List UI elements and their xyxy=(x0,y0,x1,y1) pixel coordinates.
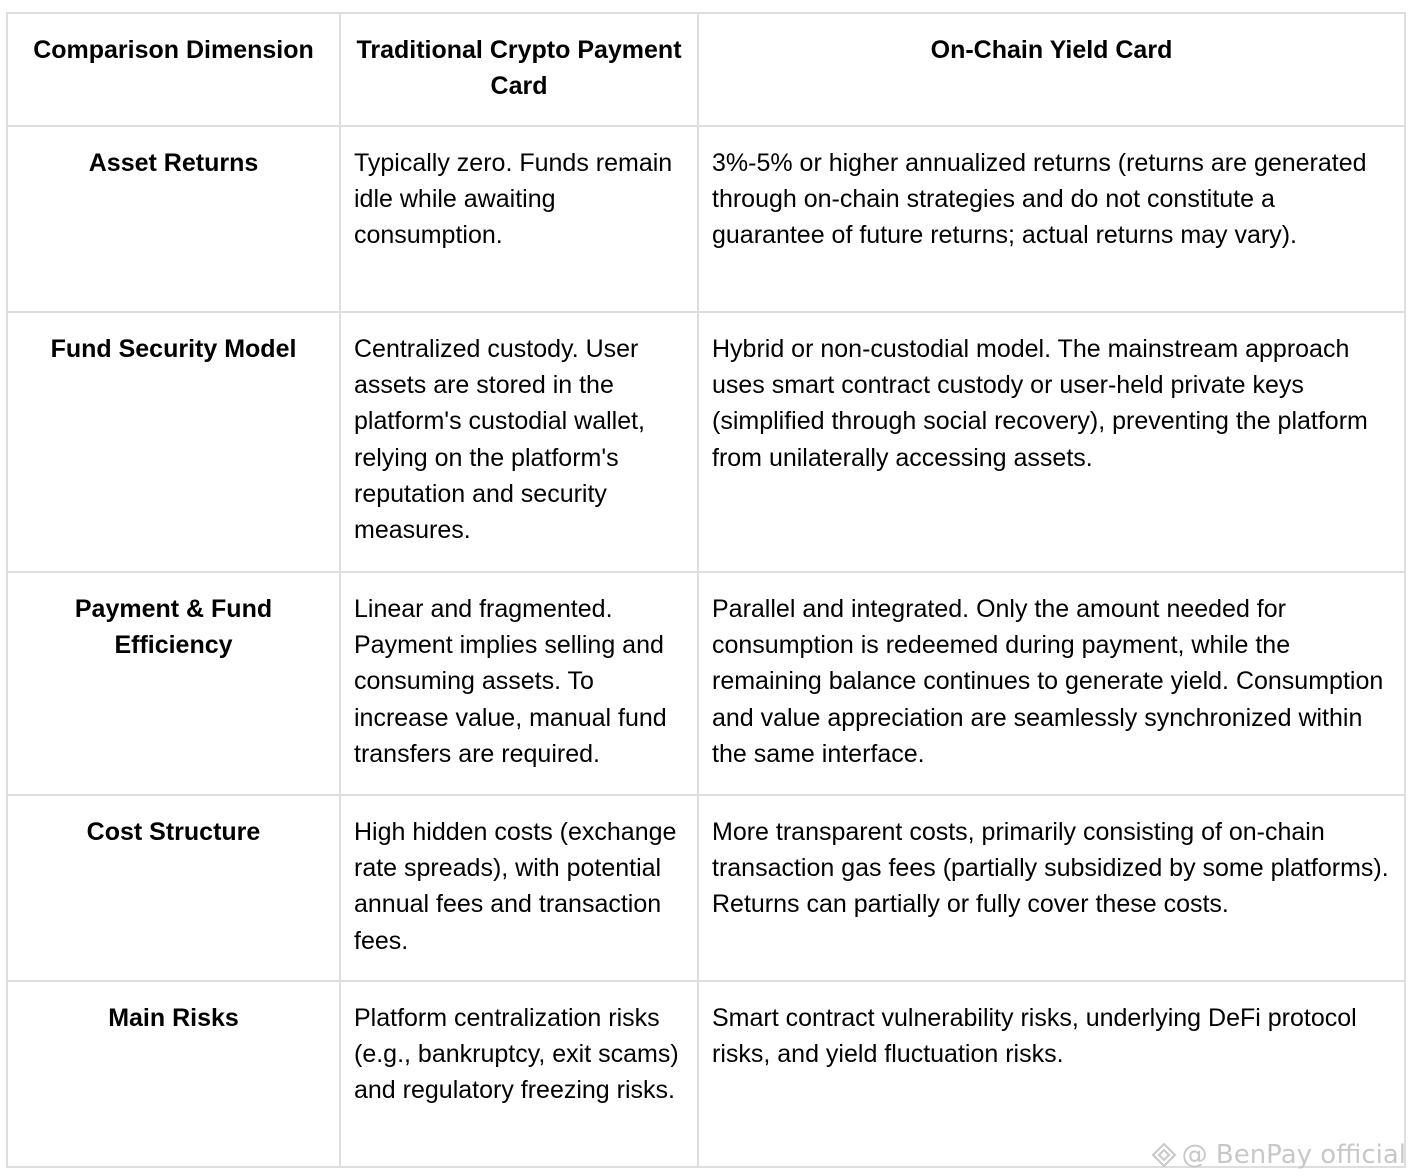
table-row xyxy=(7,572,1405,795)
onchain-cell: Smart contract vulnerability risks, underlying DeFi protocol risks, and yield fluctuation risks. xyxy=(698,981,1405,1167)
table-row xyxy=(7,126,1405,312)
onchain-cell: 3%-5% or higher annualized returns (returns are generated through on-chain strategies and do not constitute a guarantee of future returns; actual returns may vary). xyxy=(698,126,1405,312)
binance-square-icon xyxy=(1150,1141,1178,1169)
onchain-cell: Hybrid or non-custodial model. The mainstream approach uses smart contract custody or user-held private keys (simplified through social recovery), preventing the platform from unilaterally accessing assets. xyxy=(698,312,1405,572)
dimension-cell: Fund Security Model xyxy=(7,312,340,572)
onchain-cell: Parallel and integrated. Only the amount needed for consumption is redeemed during payment, while the remaining balance continues to generate yield. Consumption and value appreciation are seamlessly synchronized within the same interface. xyxy=(698,572,1405,795)
header-traditional-card: Traditional Crypto Payment Card xyxy=(340,13,698,126)
header-comparison-dimension: Comparison Dimension xyxy=(7,13,340,126)
dimension-cell: Asset Returns xyxy=(7,126,340,312)
header-onchain-card: On-Chain Yield Card xyxy=(698,13,1405,126)
traditional-cell: Linear and fragmented. Payment implies selling and consuming assets. To increase value, manual fund transfers are required. xyxy=(340,572,698,795)
comparison-table xyxy=(6,12,1406,1168)
traditional-cell: Typically zero. Funds remain idle while awaiting consumption. xyxy=(340,126,698,312)
traditional-cell: Platform centralization risks (e.g., bankruptcy, exit scams) and regulatory freezing risks. xyxy=(340,981,698,1167)
onchain-cell: More transparent costs, primarily consisting of on-chain transaction gas fees (partially subsidized by some platforms). Returns can partially or fully cover these costs. xyxy=(698,795,1405,981)
table-row xyxy=(7,795,1405,981)
dimension-cell: Cost Structure xyxy=(7,795,340,981)
watermark-text: @ BenPay official xyxy=(1181,1140,1406,1170)
dimension-cell: Payment & Fund Efficiency xyxy=(7,572,340,795)
table-header-row xyxy=(7,13,1405,126)
watermark xyxy=(1150,1140,1406,1170)
traditional-cell: Centralized custody. User assets are stored in the platform's custodial wallet, relying on the platform's reputation and security measures. xyxy=(340,312,698,572)
dimension-cell: Main Risks xyxy=(7,981,340,1167)
table-row xyxy=(7,312,1405,572)
traditional-cell: High hidden costs (exchange rate spreads), with potential annual fees and transaction fees. xyxy=(340,795,698,981)
